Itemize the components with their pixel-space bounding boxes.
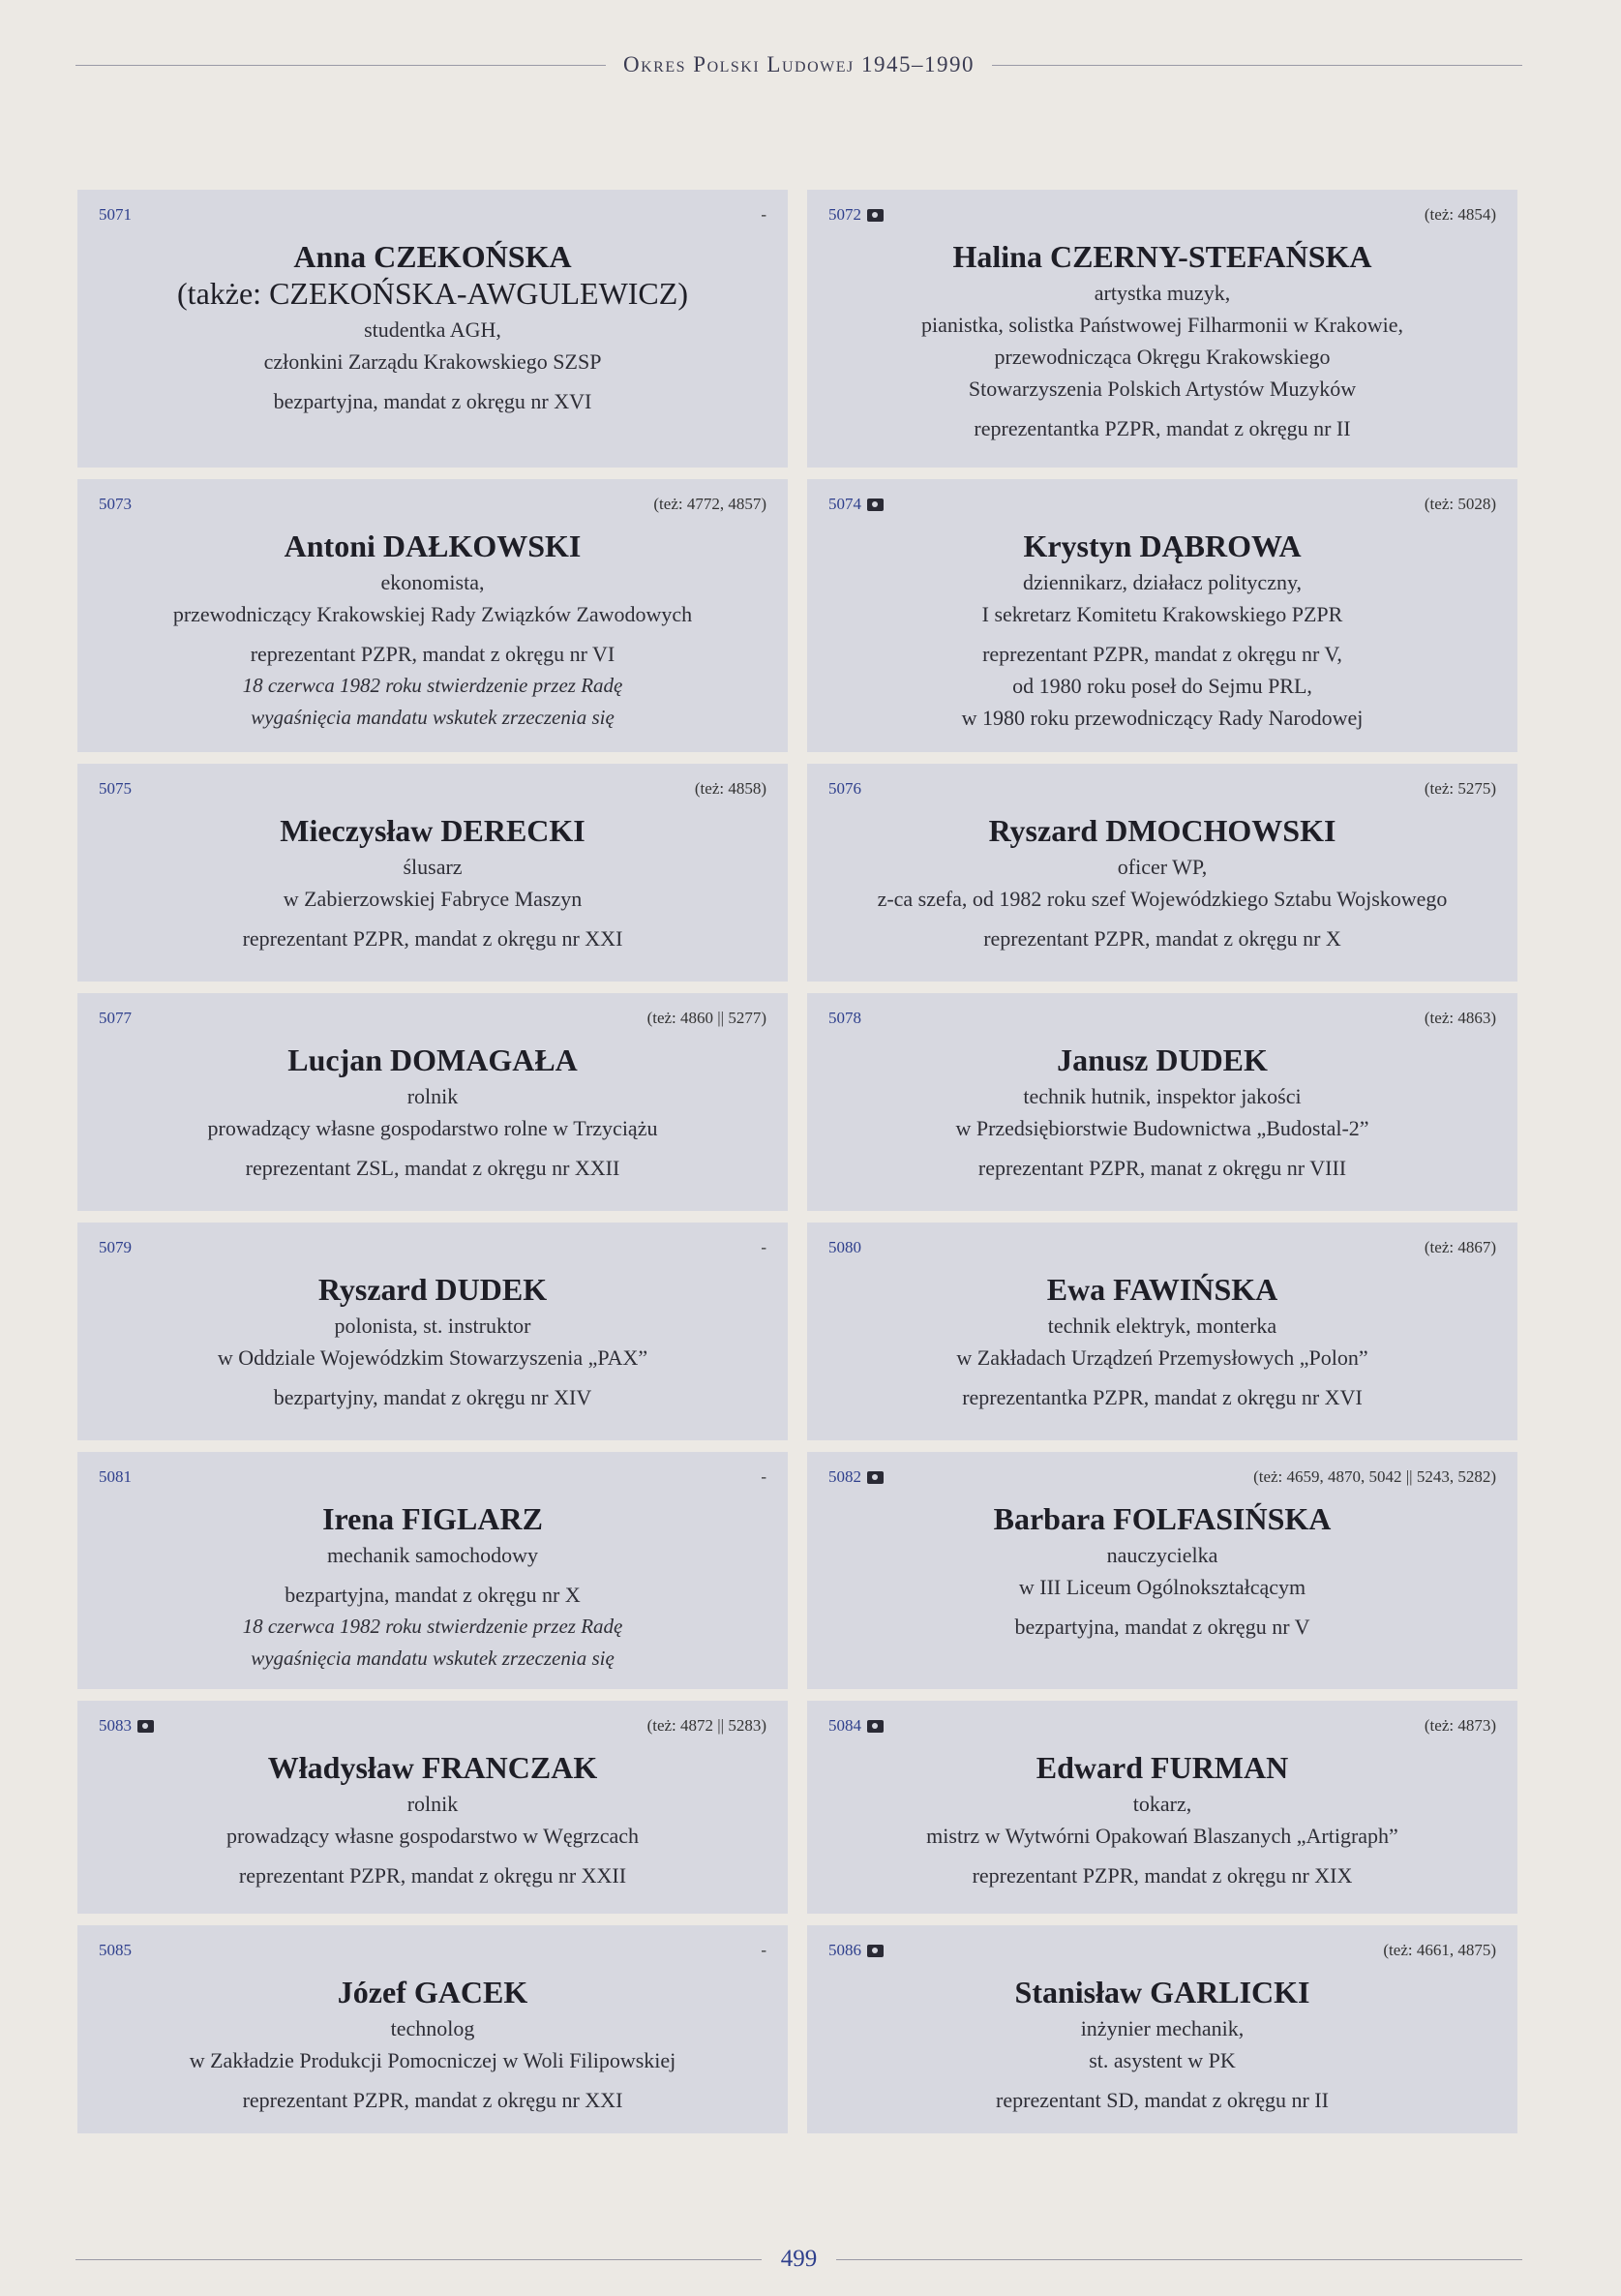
cross-reference: (też: 4772, 4857) bbox=[653, 495, 766, 513]
occupation-line: w Zabierzowskiej Fabryce Maszyn bbox=[283, 887, 583, 911]
entry-card bbox=[807, 993, 1517, 1211]
entry-card bbox=[807, 764, 1517, 982]
occupation-line: tokarz, bbox=[1132, 1792, 1192, 1816]
entry-number bbox=[99, 495, 132, 514]
entry-details bbox=[807, 1539, 1517, 1643]
mandate-line: reprezentant SD, mandat z okręgu nr II bbox=[996, 2088, 1329, 2112]
occupation-line: w III Liceum Ogólnokształcącym bbox=[1018, 1575, 1306, 1599]
entry-details bbox=[77, 314, 788, 417]
mandate-line: bezpartyjna, mandat z okręgu nr XVI bbox=[273, 389, 592, 413]
cross-reference: (też: 4659, 4870, 5042 || 5243, 5282) bbox=[1253, 1467, 1496, 1486]
spacer bbox=[77, 630, 788, 638]
entry-number-text: 5083 bbox=[99, 1716, 132, 1735]
camera-icon bbox=[867, 1945, 884, 1957]
mandate-line: reprezentant PZPR, mandat z okręgu nr V, bbox=[982, 642, 1342, 666]
entry-card bbox=[77, 190, 788, 468]
camera-icon bbox=[867, 1720, 884, 1733]
entry-number-text: 5078 bbox=[828, 1009, 861, 1027]
mandate-line: reprezentant PZPR, mandat z okręgu nr XXI bbox=[242, 2088, 623, 2112]
spacer bbox=[807, 2076, 1517, 2084]
occupation-line: prowadzący własne gospodarstwo rolne w Trzyciążu bbox=[207, 1116, 658, 1140]
spacer bbox=[807, 1603, 1517, 1611]
entry-card bbox=[807, 1223, 1517, 1440]
person-name: Irena FIGLARZ bbox=[322, 1501, 543, 1536]
header-title: Okres Polski Ludowej 1945–1990 bbox=[623, 52, 975, 76]
cross-reference: - bbox=[761, 1238, 766, 1256]
occupation-line: przewodniczący Krakowskiej Rady Związków Zawodowych bbox=[172, 602, 693, 626]
entry-number bbox=[828, 1467, 884, 1487]
header-rule-left bbox=[75, 65, 606, 66]
occupation-line: mistrz w Wytwórni Opakowań Blaszanych „Artigraph” bbox=[926, 1824, 1398, 1848]
entry-details bbox=[77, 1080, 788, 1184]
cross-reference: (też: 4867) bbox=[1424, 1238, 1496, 1256]
mandate-line: reprezentant PZPR, manat z okręgu nr VIII bbox=[977, 1156, 1347, 1180]
entries-grid bbox=[77, 190, 1517, 2133]
entry-details bbox=[807, 277, 1517, 444]
mandate-line: reprezentantka PZPR, mandat z okręgu nr II bbox=[974, 416, 1351, 440]
occupation-line: z-ca szefa, od 1982 roku szef Wojewódzkiego Sztabu Wojskowego bbox=[877, 887, 1448, 911]
mandate-line: reprezentant PZPR, mandat z okręgu nr XIX bbox=[972, 1863, 1353, 1888]
page-footer bbox=[75, 2242, 1522, 2277]
entry-details bbox=[77, 2012, 788, 2116]
entry-card bbox=[807, 479, 1517, 752]
running-header bbox=[75, 50, 1522, 79]
entry-card bbox=[807, 1925, 1517, 2133]
spacer bbox=[807, 1374, 1517, 1381]
entry-number-text: 5073 bbox=[99, 495, 132, 513]
occupation-line: technik elektryk, monterka bbox=[1047, 1314, 1277, 1338]
occupation-line: mechanik samochodowy bbox=[326, 1543, 539, 1567]
cross-reference: (też: 5275) bbox=[1424, 779, 1496, 798]
mandate-line: w 1980 roku przewodniczący Rady Narodowej bbox=[961, 706, 1364, 730]
entry-details bbox=[77, 851, 788, 954]
entry-number-text: 5074 bbox=[828, 495, 861, 513]
entry-number bbox=[99, 1941, 132, 1960]
mandate-line: reprezentant PZPR, mandat z okręgu nr X bbox=[983, 926, 1341, 951]
entry-number bbox=[828, 205, 884, 225]
cross-reference: (też: 5028) bbox=[1424, 495, 1496, 513]
spacer bbox=[807, 1852, 1517, 1859]
entry-details bbox=[77, 566, 788, 734]
cross-reference: (też: 4860 || 5277) bbox=[646, 1009, 766, 1027]
person-name: Edward FURMAN bbox=[1036, 1750, 1289, 1785]
cross-reference: - bbox=[761, 1941, 766, 1959]
spacer bbox=[807, 405, 1517, 412]
entry-number bbox=[828, 1716, 884, 1736]
entry-number-text: 5077 bbox=[99, 1009, 132, 1027]
note-line: wygaśnięcia mandatu wskutek zrzeczenia się bbox=[251, 1646, 615, 1670]
cross-reference: - bbox=[761, 1467, 766, 1486]
entry-card bbox=[807, 190, 1517, 468]
entry-number bbox=[99, 1238, 132, 1257]
entry-number bbox=[828, 1009, 861, 1028]
occupation-line: rolnik bbox=[406, 1084, 459, 1108]
mandate-line: bezpartyjna, mandat z okręgu nr V bbox=[1014, 1615, 1310, 1639]
entry-number bbox=[99, 205, 132, 225]
entry-number-text: 5076 bbox=[828, 779, 861, 798]
mandate-line: reprezentant PZPR, mandat z okręgu nr VI bbox=[250, 642, 615, 666]
person-name: Antoni DAŁKOWSKI bbox=[284, 529, 582, 563]
entry-details bbox=[807, 1310, 1517, 1413]
occupation-line: rolnik bbox=[406, 1792, 459, 1816]
entry-card bbox=[77, 764, 788, 982]
occupation-line: technolog bbox=[390, 2016, 475, 2040]
person-name: Halina CZERNY-STEFAŃSKA bbox=[952, 239, 1372, 274]
occupation-line: pianistka, solistka Państwowej Filharmonii w Krakowie, bbox=[921, 313, 1403, 337]
occupation-line: polonista, st. instruktor bbox=[334, 1314, 531, 1338]
occupation-line: artystka muzyk, bbox=[1094, 281, 1231, 305]
mandate-line: reprezentant PZPR, mandat z okręgu nr XXII bbox=[238, 1863, 627, 1888]
person-name: Mieczysław DERECKI bbox=[280, 813, 585, 848]
entry-card bbox=[807, 1701, 1517, 1914]
footer-rule-right bbox=[836, 2259, 1522, 2260]
entry-number-text: 5071 bbox=[99, 205, 132, 224]
camera-icon bbox=[137, 1720, 154, 1733]
entry-details bbox=[807, 2012, 1517, 2116]
entry-card bbox=[77, 1452, 788, 1689]
cross-reference: (też: 4863) bbox=[1424, 1009, 1496, 1027]
entry-card bbox=[77, 1223, 788, 1440]
mandate-line: bezpartyjny, mandat z okręgu nr XIV bbox=[273, 1385, 592, 1409]
entry-number bbox=[99, 1716, 154, 1736]
header-rule-right bbox=[992, 65, 1522, 66]
occupation-line: ekonomista, bbox=[380, 570, 485, 594]
person-name: Anna CZEKOŃSKA bbox=[293, 239, 572, 274]
person-name: Lucjan DOMAGAŁA bbox=[287, 1042, 578, 1077]
occupation-line: w Oddziale Wojewódzkim Stowarzyszenia „PAX” bbox=[217, 1345, 648, 1370]
spacer bbox=[77, 378, 788, 385]
alternate-name: (także: CZEKOŃSKA-AWGULEWICZ) bbox=[177, 276, 688, 311]
entry-number-text: 5082 bbox=[828, 1467, 861, 1486]
entry-number-text: 5085 bbox=[99, 1941, 132, 1959]
occupation-line: prowadzący własne gospodarstwo w Węgrzcach bbox=[226, 1824, 639, 1848]
entry-card bbox=[77, 1701, 788, 1914]
cross-reference: (też: 4858) bbox=[694, 779, 766, 798]
entry-number-text: 5075 bbox=[99, 779, 132, 798]
occupation-line: członkini Zarządu Krakowskiego SZSP bbox=[263, 349, 602, 374]
person-name: Stanisław GARLICKI bbox=[1014, 1975, 1310, 2009]
occupation-line: Stowarzyszenia Polskich Artystów Muzyków bbox=[968, 377, 1357, 401]
entry-details bbox=[77, 1788, 788, 1891]
occupation-line: dziennikarz, działacz polityczny, bbox=[1022, 570, 1303, 594]
person-name: Barbara FOLFASIŃSKA bbox=[993, 1501, 1332, 1536]
cross-reference: (też: 4872 || 5283) bbox=[646, 1716, 766, 1735]
entry-number-text: 5086 bbox=[828, 1941, 861, 1959]
note-line: wygaśnięcia mandatu wskutek zrzeczenia się bbox=[251, 706, 615, 729]
camera-icon bbox=[867, 1471, 884, 1484]
entry-card bbox=[77, 1925, 788, 2133]
occupation-line: przewodnicząca Okręgu Krakowskiego bbox=[994, 345, 1331, 369]
entry-number-text: 5079 bbox=[99, 1238, 132, 1256]
entry-number bbox=[99, 779, 132, 799]
entry-details bbox=[807, 1080, 1517, 1184]
occupation-line: st. asystent w PK bbox=[1089, 2048, 1236, 2072]
cross-reference: (też: 4854) bbox=[1424, 205, 1496, 224]
occupation-line: w Zakładzie Produkcji Pomocniczej w Woli Filipowskiej bbox=[189, 2048, 676, 2072]
mandate-line: reprezentantka PZPR, mandat z okręgu nr XVI bbox=[962, 1385, 1363, 1409]
spacer bbox=[77, 1374, 788, 1381]
footer-rule-left bbox=[75, 2259, 762, 2260]
mandate-line: bezpartyjna, mandat z okręgu nr X bbox=[285, 1583, 581, 1607]
entry-number bbox=[99, 1009, 132, 1028]
mandate-line: reprezentant PZPR, mandat z okręgu nr XXI bbox=[242, 926, 623, 951]
entry-details bbox=[807, 1788, 1517, 1891]
entry-details bbox=[77, 1539, 788, 1675]
cross-reference: - bbox=[761, 205, 766, 224]
entry-number bbox=[99, 1467, 132, 1487]
camera-icon bbox=[867, 209, 884, 222]
cross-reference: (też: 4873) bbox=[1424, 1716, 1496, 1735]
occupation-line: I sekretarz Komitetu Krakowskiego PZPR bbox=[981, 602, 1343, 626]
entry-number bbox=[828, 1238, 861, 1257]
entry-card bbox=[77, 993, 788, 1211]
entry-number bbox=[828, 779, 861, 799]
entry-details bbox=[77, 1310, 788, 1413]
person-name: Ewa FAWIŃSKA bbox=[1046, 1272, 1278, 1307]
occupation-line: nauczycielka bbox=[1106, 1543, 1218, 1567]
occupation-line: w Zakładach Urządzeń Przemysłowych „Polon” bbox=[956, 1345, 1368, 1370]
person-name: Ryszard DUDEK bbox=[317, 1272, 548, 1307]
occupation-line: inżynier mechanik, bbox=[1080, 2016, 1245, 2040]
note-line: 18 czerwca 1982 roku stwierdzenie przez Radę bbox=[242, 674, 623, 697]
entry-details bbox=[807, 566, 1517, 734]
occupation-line: ślusarz bbox=[403, 855, 463, 879]
entry-card bbox=[77, 479, 788, 752]
entry-number-text: 5072 bbox=[828, 205, 861, 224]
spacer bbox=[77, 1144, 788, 1152]
spacer bbox=[77, 1571, 788, 1579]
person-name: Józef GACEK bbox=[337, 1975, 528, 2009]
spacer bbox=[807, 630, 1517, 638]
entry-number-text: 5081 bbox=[99, 1467, 132, 1486]
entry-number bbox=[828, 1941, 884, 1960]
spacer bbox=[77, 915, 788, 922]
note-line: 18 czerwca 1982 roku stwierdzenie przez Radę bbox=[242, 1615, 623, 1638]
occupation-line: studentka AGH, bbox=[364, 317, 501, 342]
mandate-line: od 1980 roku poseł do Sejmu PRL, bbox=[1012, 674, 1312, 698]
person-name: Władysław FRANCZAK bbox=[267, 1750, 598, 1785]
spacer bbox=[807, 915, 1517, 922]
camera-icon bbox=[867, 498, 884, 511]
spacer bbox=[77, 1852, 788, 1859]
spacer bbox=[807, 1144, 1517, 1152]
occupation-line: technik hutnik, inspektor jakości bbox=[1023, 1084, 1302, 1108]
entry-details bbox=[807, 851, 1517, 954]
page-number: 499 bbox=[780, 2246, 818, 2272]
person-name: Janusz DUDEK bbox=[1057, 1042, 1268, 1077]
entry-number-text: 5080 bbox=[828, 1238, 861, 1256]
entry-card bbox=[807, 1452, 1517, 1689]
spacer bbox=[77, 2076, 788, 2084]
occupation-line: w Przedsiębiorstwie Budownictwa „Budostal-2” bbox=[955, 1116, 1369, 1140]
person-name: Krystyn DĄBROWA bbox=[1023, 529, 1302, 563]
entry-number-text: 5084 bbox=[828, 1716, 861, 1735]
entry-number bbox=[828, 495, 884, 514]
cross-reference: (też: 4661, 4875) bbox=[1383, 1941, 1496, 1959]
person-name: Ryszard DMOCHOWSKI bbox=[988, 813, 1336, 848]
occupation-line: oficer WP, bbox=[1117, 855, 1208, 879]
mandate-line: reprezentant ZSL, mandat z okręgu nr XXII bbox=[245, 1156, 620, 1180]
